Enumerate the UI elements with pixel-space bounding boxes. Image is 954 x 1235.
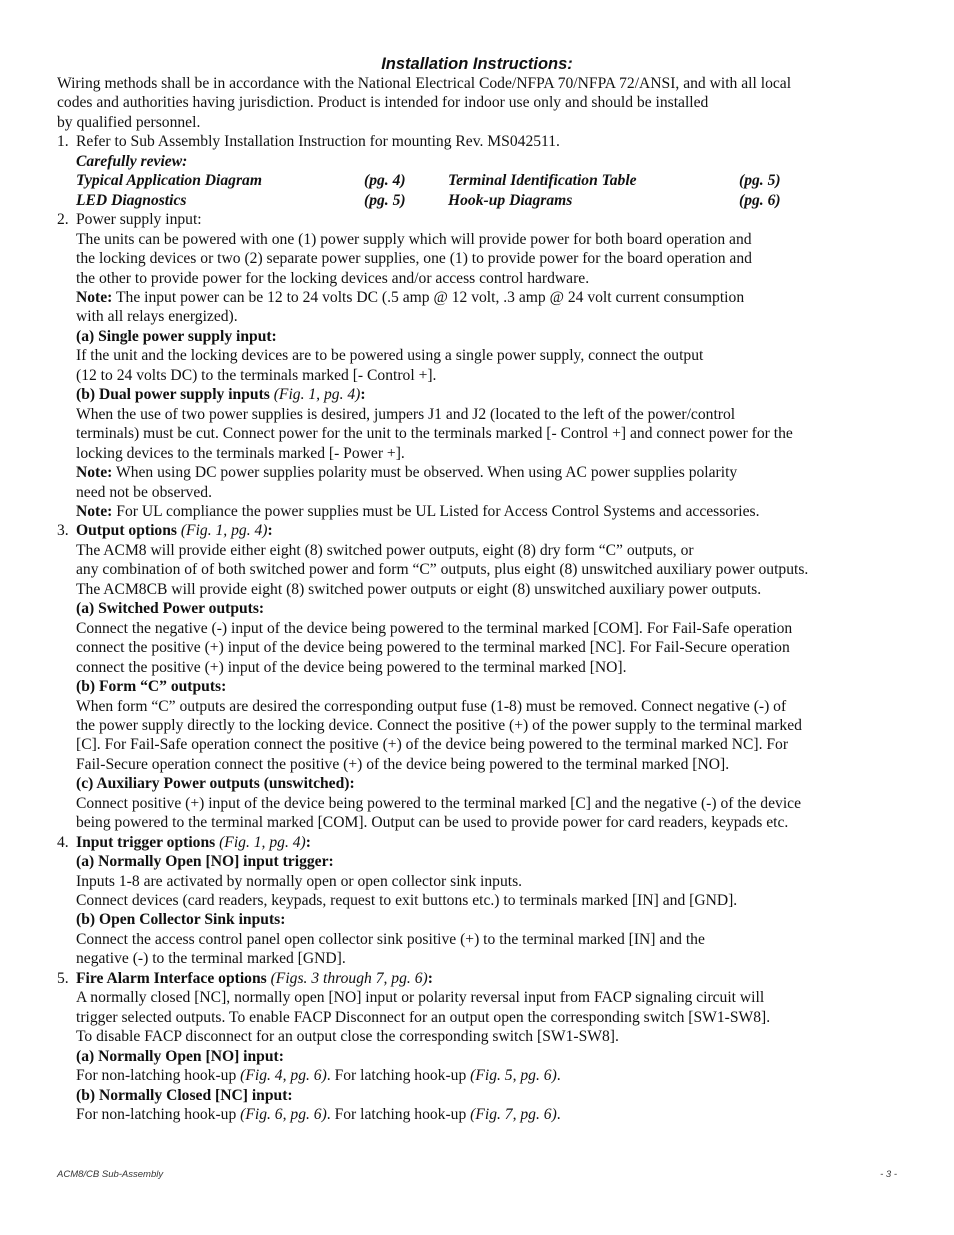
paragraph-line: Fail-Secure operation connect the positive (+) of the device being powered to the terminal marked [NO]. (76, 755, 730, 773)
subsection-heading: (a) Switched Power outputs: (76, 600, 265, 618)
section-5 (57, 969, 897, 1125)
section-number: 2. (57, 211, 69, 229)
review-row (76, 191, 897, 210)
subsection-heading: (b) Form “C” outputs: (76, 678, 227, 696)
paragraph-line: The units can be powered with one (1) power supply which will provide power for both board operation and (76, 230, 752, 248)
text-run: . For latching hook-up (326, 1067, 471, 1085)
paragraph-line: locking devices to the terminals marked [- Power +]. (76, 444, 405, 462)
section-heading-line (76, 521, 897, 540)
subsection-heading: (b) Dual power supply inputs (76, 386, 270, 404)
paragraph-line: Inputs 1-8 are activated by normally open or open collector sink inputs. (76, 872, 523, 890)
paragraph-line: If the unit and the locking devices are to be powered using a single power supply, connect the output (76, 347, 704, 365)
paragraph-line: When the use of two power supplies is desired, jumpers J1 and J2 (located to the left of the power/control (76, 405, 736, 423)
review-ref: LED Diagnostics (76, 191, 187, 209)
section-4 (57, 833, 897, 969)
paragraph-line: Connect positive (+) input of the device being powered to the terminal marked [C] and the negative (-) of the device (76, 794, 801, 812)
paragraph-line: To disable FACP disconnect for an output close the corresponding switch [SW1-SW8]. (76, 1028, 619, 1046)
section-number: 1. (57, 133, 69, 151)
intro-line: Wiring methods shall be in accordance with the National Electrical Code/NFPA 70/NFPA 72/ANSI, and with all local (57, 75, 792, 92)
review-ref: Hook-up Diagrams (448, 191, 573, 209)
section-heading-line (76, 833, 897, 852)
figure-ref: (Fig. 6, pg. 6) (240, 1106, 327, 1124)
text-run: . For latching hook-up (326, 1106, 471, 1124)
section-number: 4. (57, 833, 69, 851)
paragraph-line: When form “C” outputs are desired the corresponding output fuse (1-8) must be removed. Connect negative (-) of (76, 697, 787, 715)
colon: : (267, 522, 273, 540)
paragraph-line: Connect the negative (-) input of the device being powered to the terminal marked [COM]. For Fail-Safe operation (76, 619, 793, 637)
note-line (76, 502, 897, 521)
subsection-heading: (c) Auxiliary Power outputs (unswitched): (76, 775, 355, 793)
paragraph-line: the power supply directly to the locking device. Connect the positive (+) of the power supply to the terminal marked (76, 716, 802, 734)
figure-ref: (Fig. 5, pg. 6) (470, 1067, 557, 1085)
note-label: Note: (76, 288, 113, 306)
paragraph-line: Connect the access control panel open collector sink positive (+) to the terminal marked [IN] and the (76, 930, 705, 948)
section-1 (57, 132, 897, 151)
footer-page-number: - 3 - (880, 1169, 897, 1180)
paragraph-line: The ACM8CB will provide eight (8) switched power outputs or eight (8) unswitched auxiliary power outputs. (76, 580, 762, 598)
intro-line: codes and authorities having jurisdiction. Product is intended for indoor use only and should be installed (57, 94, 709, 112)
note-text: The input power can be 12 to 24 volts DC (.5 amp @ 12 volt, .3 amp @ 24 volt current consumption (112, 288, 745, 306)
document-body (57, 54, 897, 1124)
intro-line: by qualified personnel. (57, 113, 201, 131)
review-page: (pg. 5) (364, 191, 406, 209)
subsection-heading: (b) Normally Closed [NC] input: (76, 1086, 293, 1104)
paragraph-line: connect the positive (+) input of the device being powered to the terminal marked [NO]. (76, 658, 627, 676)
text-run: . (556, 1106, 561, 1124)
review-page: (pg. 4) (364, 172, 406, 190)
paragraph-line (76, 1066, 897, 1085)
section-number: 5. (57, 969, 69, 987)
note-text: When using DC power supplies polarity must be observed. When using AC power supplies polarity (112, 464, 738, 482)
colon: : (360, 386, 366, 404)
paragraph-line: Connect devices (card readers, keypads, request to exit buttons etc.) to terminals marked [IN] and [GND]. (76, 892, 738, 910)
paragraph-line: the other to provide power for the locking devices and/or access control hardware. (76, 269, 590, 287)
figure-ref: (Fig. 1, pg. 4) (269, 386, 361, 404)
section-heading: Power supply input: (76, 211, 202, 229)
subsection-heading: (b) Open Collector Sink inputs: (76, 911, 286, 929)
note-line: with all relays energized). (76, 308, 238, 326)
footer-document-name: ACM8/CB Sub-Assembly (57, 1169, 164, 1180)
figure-ref: (Fig. 7, pg. 6) (470, 1106, 557, 1124)
review-page: (pg. 6) (739, 191, 781, 209)
colon: : (305, 833, 311, 851)
figure-ref: (Fig. 4, pg. 6) (240, 1067, 327, 1085)
note-line (76, 463, 897, 482)
review-row (76, 171, 897, 190)
paragraph-line: negative (-) to the terminal marked [GND]. (76, 950, 346, 968)
section-heading: Fire Alarm Interface options (76, 969, 267, 987)
colon: : (427, 969, 433, 987)
figure-ref: (Fig. 1, pg. 4) (176, 522, 268, 540)
review-list (57, 152, 897, 210)
paragraph-line (76, 1105, 897, 1124)
subsection-heading: (a) Normally Open [NO] input trigger: (76, 853, 334, 871)
text-run: For non-latching hook-up (76, 1106, 241, 1124)
section-number: 3. (57, 522, 69, 540)
section-heading: Input trigger options (76, 833, 216, 851)
figure-ref: (Figs. 3 through 7, pg. 6) (266, 969, 428, 987)
section-3 (57, 521, 897, 832)
paragraph-line: the locking devices or two (2) separate power supplies, one (1) to provide power for the board operation and (76, 250, 752, 268)
review-ref: Terminal Identification Table (448, 172, 637, 190)
section-heading: Output options (76, 522, 177, 540)
review-page: (pg. 5) (739, 172, 781, 190)
paragraph-line: connect the positive (+) input of the device being powered to the terminal marked [NC]. For Fail-Secure operation (76, 639, 790, 657)
section-2 (57, 210, 897, 521)
subsection-heading: (a) Single power supply input: (76, 327, 277, 345)
intro-paragraph (57, 74, 897, 132)
paragraph-line: any combination of of both switched power and form “C” outputs, plus eight (8) unswitched auxiliary power outputs. (76, 561, 809, 579)
paragraph-line: [C]. For Fail-Safe operation connect the positive (+) of the device being powered to the terminal marked NC]. For (76, 736, 789, 754)
paragraph-line: trigger selected outputs. To enable FACP Disconnect for an output open the corresponding switch [SW1-SW8]. (76, 1008, 771, 1026)
review-ref: Typical Application Diagram (76, 172, 262, 190)
review-label: Carefully review: (76, 152, 188, 170)
paragraph-line: terminals) must be cut. Connect power for the unit to the terminals marked [- Control +] and connect power for the (76, 425, 793, 443)
note-line (76, 288, 897, 307)
note-line: need not be observed. (76, 483, 212, 501)
text-run: . (556, 1067, 561, 1085)
section-heading-line (76, 969, 897, 988)
text-run: For non-latching hook-up (76, 1067, 241, 1085)
paragraph-line: being powered to the terminal marked [COM]. Output can be used to provide power for card readers, keypads etc. (76, 814, 789, 832)
subsection-heading-line (76, 385, 897, 404)
section-1-text: Refer to Sub Assembly Installation Instruction for mounting Rev. MS042511. (76, 133, 560, 151)
note-text: For UL compliance the power supplies must be UL Listed for Access Control Systems and accessories. (112, 502, 760, 520)
note-label: Note: (76, 464, 113, 482)
subsection-heading: (a) Normally Open [NO] input: (76, 1047, 284, 1065)
paragraph-line: The ACM8 will provide either eight (8) switched power outputs, eight (8) dry form “C” outputs, or (76, 541, 694, 559)
page-title: Installation Instructions: (381, 55, 573, 73)
paragraph-line: A normally closed [NC], normally open [NO] input or polarity reversal input from FACP signaling circuit will (76, 989, 765, 1007)
note-label: Note: (76, 502, 113, 520)
paragraph-line: (12 to 24 volts DC) to the terminals marked [- Control +]. (76, 366, 437, 384)
figure-ref: (Fig. 1, pg. 4) (215, 833, 306, 851)
